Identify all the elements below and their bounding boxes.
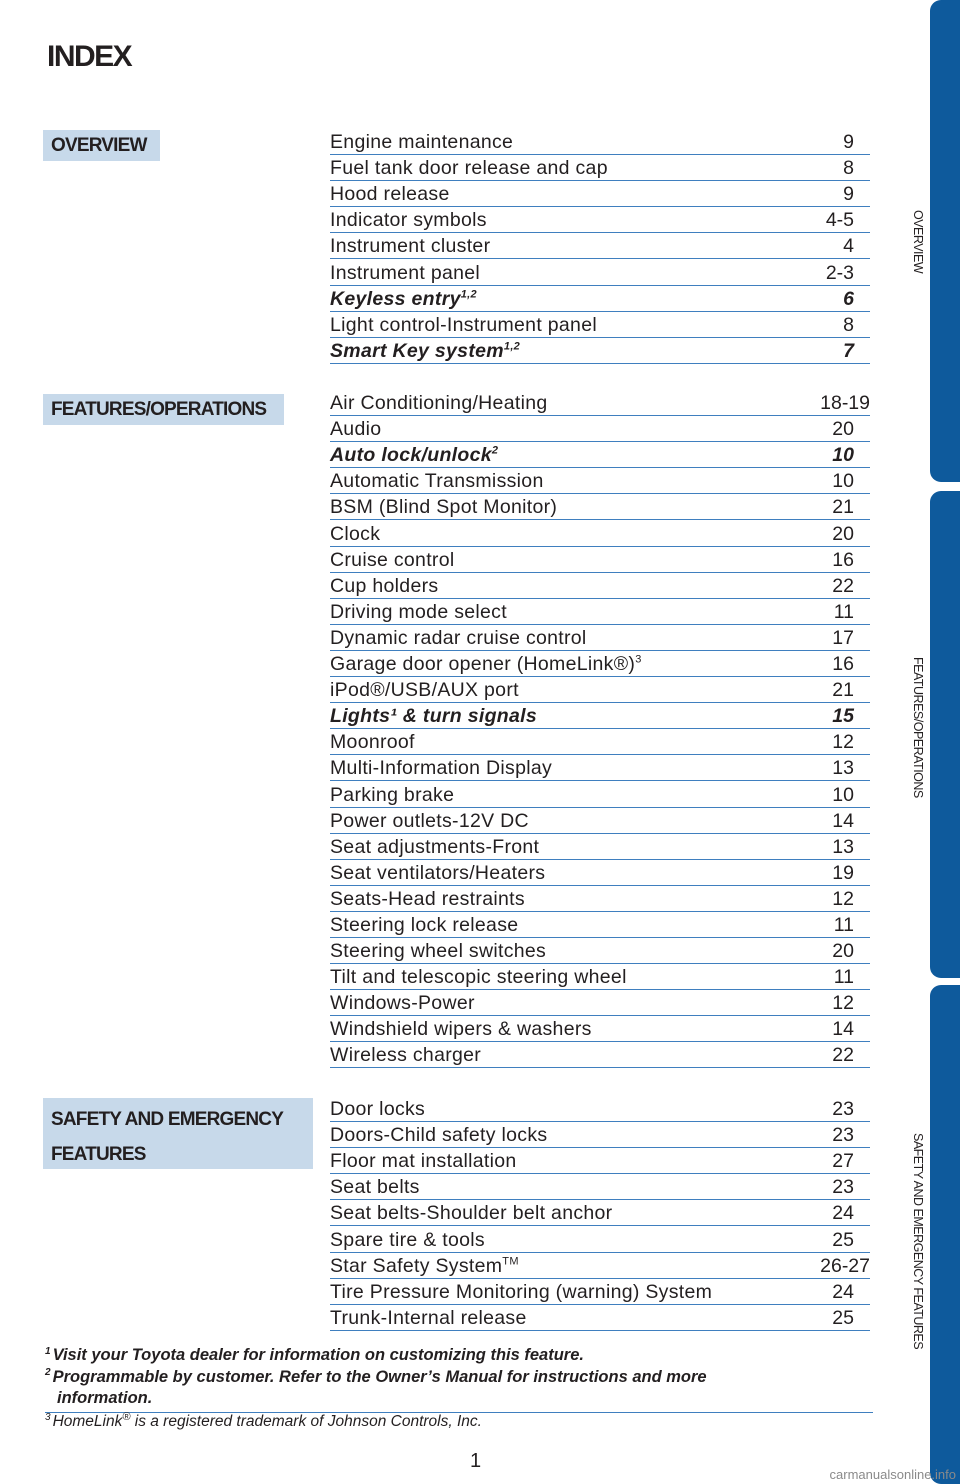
entry-page: 22 — [832, 1044, 854, 1067]
entry-label: Engine maintenance — [330, 131, 514, 154]
entry-label: Seat belts — [330, 1176, 420, 1199]
entry-label: Wireless charger — [330, 1044, 482, 1067]
entry-label: Multi-Information Display — [330, 757, 553, 780]
entry-label: Keyless entry$^{1,2}$ — [330, 287, 477, 310]
entry-label: Dynamic radar cruise control — [330, 626, 587, 649]
index-entry[interactable] — [330, 599, 870, 625]
index-entry[interactable] — [330, 520, 870, 546]
index-entry[interactable] — [330, 886, 870, 912]
entry-page: 25 — [832, 1228, 854, 1251]
side-label-features: FEATURES/OPERATIONS — [911, 657, 925, 798]
index-entry[interactable] — [330, 860, 870, 886]
entry-label: Seat adjustments-Front — [330, 835, 540, 858]
entry-page: 17 — [832, 626, 854, 649]
index-entry[interactable] — [330, 677, 870, 703]
index-entry[interactable] — [330, 755, 870, 781]
footnotes — [45, 1345, 875, 1410]
entry-page: 21 — [832, 496, 854, 519]
entry-page: 6 — [843, 287, 854, 310]
entry-page: 24 — [832, 1202, 854, 1225]
entry-label: Power outlets-12V DC — [330, 809, 529, 832]
index-entry[interactable] — [330, 338, 870, 364]
section-label-safety-line2: FEATURES — [51, 1144, 146, 1165]
entry-page: 11 — [833, 966, 854, 989]
entry-label: Steering wheel switches — [330, 940, 547, 963]
entry-footnote-ref: 3 — [635, 653, 642, 666]
entry-page: 16 — [832, 653, 854, 676]
entry-page: 25 — [832, 1306, 854, 1329]
index-entry[interactable] — [330, 1042, 870, 1068]
entry-page: 10 — [832, 470, 854, 493]
entry-page: 9 — [843, 131, 854, 154]
index-entry[interactable] — [330, 990, 870, 1016]
entry-label: Instrument panel — [330, 261, 481, 284]
entry-page: 21 — [832, 679, 854, 702]
entry-label: Seat belts-Shoulder belt anchor — [330, 1202, 613, 1225]
entry-label: Parking brake — [330, 783, 455, 806]
index-entry[interactable] — [330, 181, 870, 207]
features-entries — [330, 390, 870, 1068]
entry-page: 10 — [832, 783, 854, 806]
entry-page: 24 — [832, 1280, 854, 1303]
index-entry[interactable] — [330, 155, 870, 181]
entry-page: 20 — [832, 522, 854, 545]
entry-page: 23 — [832, 1098, 854, 1121]
entry-page: 22 — [832, 574, 854, 597]
entry-footnote-ref: 1,2 — [460, 288, 477, 301]
index-entry[interactable] — [330, 1305, 870, 1331]
section-label-overview: OVERVIEW — [43, 130, 160, 161]
section-label-safety-line1: SAFETY AND EMERGENCY — [51, 1109, 284, 1130]
page-title: INDEX — [47, 40, 132, 73]
entry-page: 18-19 — [820, 392, 870, 415]
entry-label: Tilt and telescopic steering wheel — [330, 966, 627, 989]
entry-page: 8 — [843, 313, 854, 336]
entry-page: 11 — [833, 600, 854, 623]
entry-label: Hood release — [330, 183, 450, 206]
entry-label: Seat ventilators/Heaters — [330, 861, 546, 884]
entry-label: Doors-Child safety locks — [330, 1124, 548, 1147]
side-label-safety: SAFETY AND EMERGENCY FEATURES — [911, 1133, 925, 1350]
entry-label: BSM (Blind Spot Monitor) — [330, 496, 558, 519]
entry-label: Moonroof — [330, 731, 415, 754]
entry-label: Steering lock release — [330, 913, 519, 936]
footnote-2-cont: information. — [57, 1389, 153, 1407]
entry-label: Tire Pressure Monitoring (warning) System — [330, 1280, 713, 1303]
index-entry[interactable] — [330, 547, 870, 573]
side-tab-overview[interactable] — [930, 0, 960, 482]
entry-label: Light control-Instrument panel — [330, 313, 597, 336]
index-entry[interactable] — [330, 1253, 870, 1279]
index-entry[interactable] — [330, 651, 870, 677]
entry-label: Floor mat installation — [330, 1150, 517, 1173]
entry-page: 12 — [832, 887, 854, 910]
entry-label: Audio — [330, 418, 382, 441]
entry-footnote-ref: 1,2 — [503, 340, 521, 353]
index-entry[interactable] — [330, 416, 870, 442]
entry-label: Spare tire & tools — [330, 1228, 485, 1251]
entry-label: Star Safety System™ — [330, 1254, 519, 1277]
index-entry[interactable] — [330, 625, 870, 651]
index-entry[interactable] — [330, 1096, 870, 1122]
index-entry[interactable] — [330, 1122, 870, 1148]
index-entry[interactable] — [330, 573, 870, 599]
entry-label: Driving mode select — [330, 600, 507, 623]
entry-page: 15 — [832, 705, 854, 728]
entry-label: Air Conditioning/Heating — [330, 392, 548, 415]
index-entry[interactable] — [330, 964, 870, 990]
entry-page: 13 — [832, 757, 854, 780]
entry-page: 19 — [832, 861, 854, 884]
index-entry[interactable] — [330, 468, 870, 494]
overview-entries — [330, 129, 870, 364]
entry-page: 20 — [832, 940, 854, 963]
entry-label: iPod®/USB/AUX port — [330, 679, 519, 702]
entry-label: Smart Key system$^{1,2}$ — [330, 339, 521, 362]
entry-page: 23 — [832, 1176, 854, 1199]
section-label-safety — [43, 1098, 313, 1169]
index-entry[interactable] — [330, 1200, 870, 1226]
footnote-2: $^2$ Programmable by customer. Refer to the Owner’s Manual for instructions and more — [45, 1367, 707, 1386]
index-entry[interactable] — [330, 938, 870, 964]
entry-label: Instrument cluster — [330, 235, 491, 258]
index-entry[interactable] — [330, 1148, 870, 1174]
entry-page: 23 — [832, 1124, 854, 1147]
entry-label: Fuel tank door release and cap — [330, 157, 608, 180]
entry-page: 20 — [832, 418, 854, 441]
side-tab-safety[interactable] — [930, 985, 960, 1484]
page-number: 1 — [470, 1450, 482, 1472]
entry-label: Windshield wipers & washers — [330, 1018, 592, 1041]
side-label-overview: OVERVIEW — [911, 210, 925, 274]
entry-label: Windows-Power — [330, 992, 475, 1015]
entry-label: Seats-Head restraints — [330, 887, 525, 910]
entry-page: 14 — [832, 1018, 854, 1041]
section-label-features: FEATURES/OPERATIONS — [43, 394, 284, 425]
entry-footnote-ref: 2 — [491, 444, 499, 457]
entry-page: 26-27 — [820, 1254, 870, 1277]
entry-page: 27 — [832, 1150, 854, 1173]
entry-page: 8 — [843, 157, 854, 180]
entry-page: 13 — [832, 835, 854, 858]
index-entry[interactable] — [330, 312, 870, 338]
entry-page: 12 — [832, 992, 854, 1015]
footnote-3: $^3$ HomeLink® is a registered trademark of Johnson Controls, Inc. — [45, 1410, 482, 1430]
index-entry[interactable] — [330, 259, 870, 285]
index-entry[interactable] — [330, 390, 870, 416]
entry-label: Automatic Transmission — [330, 470, 544, 493]
safety-entries — [330, 1096, 870, 1331]
index-entry[interactable] — [330, 207, 870, 233]
entry-label: Clock — [330, 522, 381, 545]
index-entry[interactable] — [330, 912, 870, 938]
index-entry[interactable] — [330, 781, 870, 807]
entry-label: Garage door opener (HomeLink®)$^3$ — [330, 653, 642, 676]
footnote-1: $^1$ Visit your Toyota dealer for information on customizing this feature. — [45, 1345, 584, 1364]
entry-footnote-ref: TM — [502, 1255, 519, 1268]
entry-page: 2-3 — [825, 261, 854, 284]
entry-page: 4-5 — [825, 209, 854, 232]
entry-label: Auto lock/unlock$^2$ — [330, 444, 499, 467]
entry-label: Cup holders — [330, 574, 439, 597]
index-entry[interactable] — [330, 729, 870, 755]
entry-page: 11 — [833, 913, 854, 936]
index-entry[interactable] — [330, 1174, 870, 1200]
entry-page: 14 — [832, 809, 854, 832]
index-entry[interactable] — [330, 1279, 870, 1305]
index-entry[interactable] — [330, 1016, 870, 1042]
index-entry[interactable] — [330, 233, 870, 259]
index-entry[interactable] — [330, 1226, 870, 1252]
entry-label: Trunk-Internal release — [330, 1306, 527, 1329]
side-tab-features[interactable] — [930, 491, 960, 978]
index-entry[interactable] — [330, 834, 870, 860]
entry-page: 4 — [843, 235, 854, 258]
index-entry[interactable] — [330, 129, 870, 155]
index-entry[interactable] — [330, 494, 870, 520]
entry-page: 16 — [832, 548, 854, 571]
entry-label: Door locks — [330, 1098, 426, 1121]
entry-page: 9 — [843, 183, 854, 206]
watermark: carmanualsonline.info — [829, 1467, 956, 1482]
index-entry[interactable] — [330, 286, 870, 312]
entry-label: Lights¹ & turn signals — [330, 705, 538, 728]
index-entry[interactable] — [330, 703, 870, 729]
entry-label: Indicator symbols — [330, 209, 487, 232]
entry-label: Cruise control — [330, 548, 455, 571]
index-entry[interactable] — [330, 808, 870, 834]
entry-page: 7 — [843, 339, 854, 362]
entry-page: 10 — [832, 444, 854, 467]
entry-page: 12 — [832, 731, 854, 754]
index-entry[interactable] — [330, 442, 870, 468]
